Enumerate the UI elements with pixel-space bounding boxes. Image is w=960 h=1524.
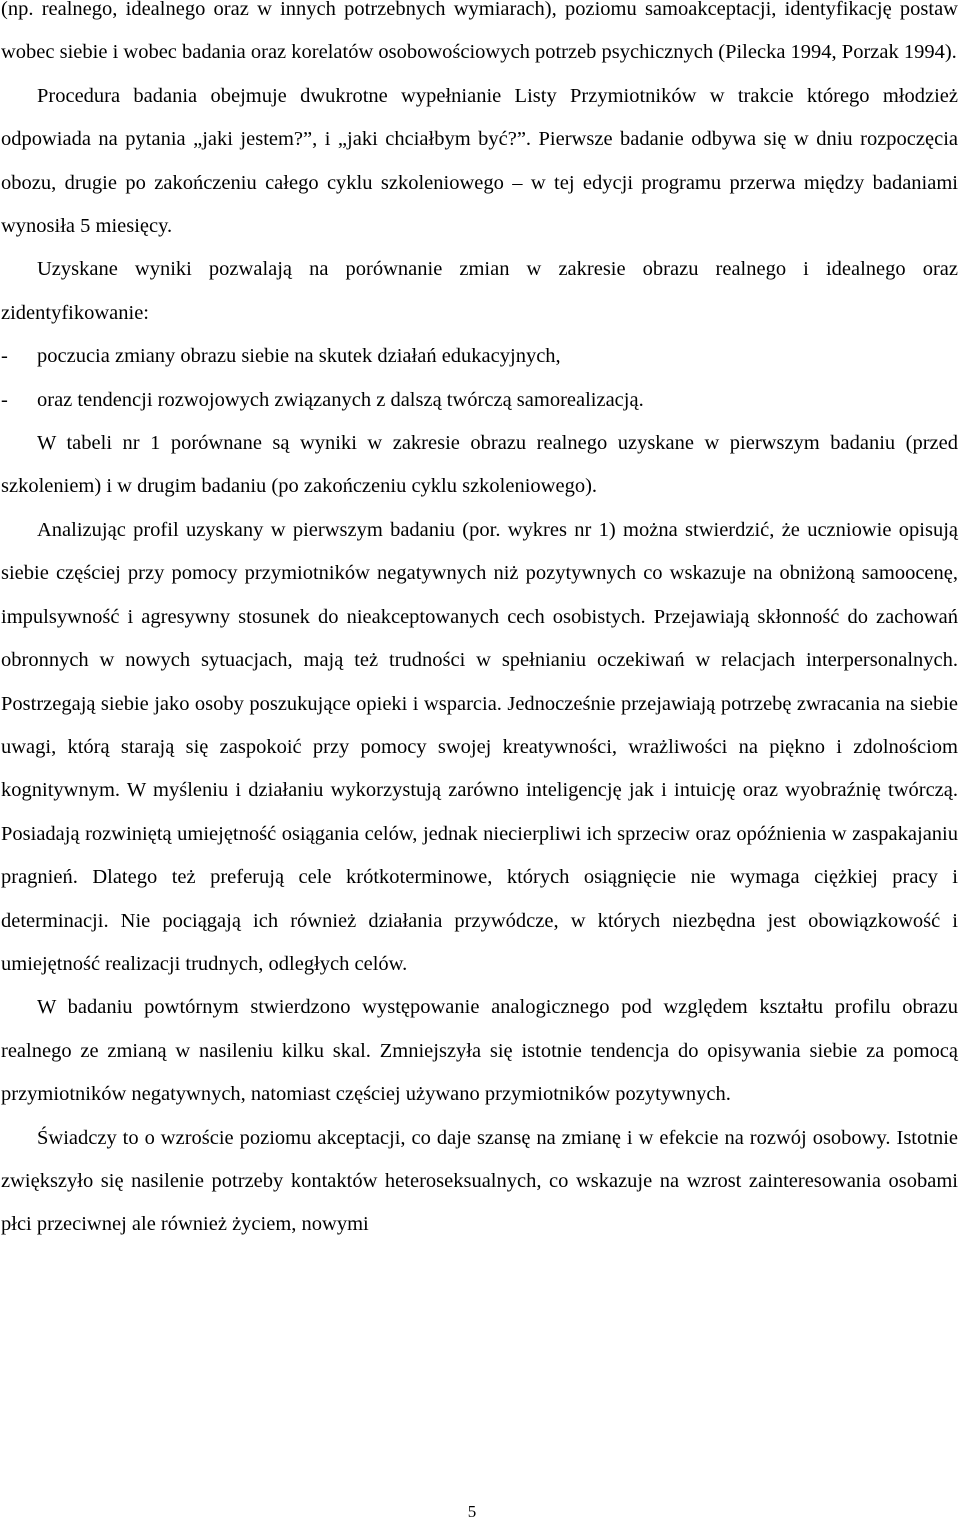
paragraph-procedure: Procedura badania obejmuje dwukrotne wypełnianie Listy Przymiotników w trakcie którego młodzież odpowiada na pytania „jaki jestem?”, i „jaki chciałbym być?”. Pierwsze badanie odbywa się w dniu rozpoczęcia obozu, drugie po zakończeniu całego cyklu szkoleniowego – w tej edycji programu przerwa między badaniami wynosiła 5 miesięcy. bbox=[1, 84, 958, 238]
identification-list bbox=[1, 335, 958, 422]
list-item bbox=[1, 379, 958, 422]
paragraph-acceptance-growth: Świadczy to o wzroście poziomu akceptacji, co daje szansę na zmianę i w efekcie na rozwój osobowy. Istotnie zwiększyło się nasilenie potrzeby kontaktów heteroseksualnych, co wskazuje na wzrost zainteresowania osobami płci przeciwnej ale również życiem, nowymi bbox=[1, 1126, 958, 1236]
list-dash: - bbox=[1, 345, 8, 368]
page-number: 5 bbox=[467, 1502, 477, 1521]
list-item-text: poczucia zmiany obrazu siebie na skutek działań edukacyjnych, bbox=[37, 345, 561, 368]
paragraph-first-profile-analysis: Analizując profil uzyskany w pierwszym badaniu (por. wykres nr 1) można stwierdzić, że uczniowie opisują siebie częściej przy pomocy przymiotników negatywnych niż pozytywnych co wskazuje na obniżoną samoocenę, impulsywność i agresywny stosunek do nieakceptowanych cech osobistych. Przejawiają skłonność do zachowań obronnych w nowych sytuacjach, mają też trudności w spełnianiu oczekiwań w relacjach interpersonalnych. Postrzegają siebie jako osoby poszukujące opieki i wsparcia. Jednocześnie przejawiają potrzebę zwracania na siebie uwagi, którą starają się zaspokoić przy pomocy swojej kreatywności, wrażliwości na piękno i zdolnościom kognitywnym. W myśleniu i działaniu wykorzystują zarówno inteligencję jak i intuicję oraz wyobraźnię twórczą. Posiadają rozwiniętą umiejętność osiągania celów, jednak niecierpliwi ich sprzeciw oraz opóźnienia w zaspakajaniu pragnień. Dlatego też preferują cele krótkoterminowe, których osiągnięcie nie wymaga ciężkiej pracy i determinacji. Nie pociągają ich również działania przywódcze, w których niezbędna jest obowiązkowość i umiejętność realizacji trudnych, odległych celów. bbox=[1, 518, 958, 975]
paragraph-results-intro: Uzyskane wyniki pozwalają na porównanie zmian w zakresie obrazu realnego i idealnego oraz zidentyfikowanie: bbox=[1, 258, 958, 324]
list-item bbox=[1, 335, 958, 378]
paragraph-continuation: (np. realnego, idealnego oraz w innych potrzebnych wymiarach), poziomu samoakceptacji, identyfikację postaw wobec siebie i wobec badania oraz korelatów osobowościowych potrzeb psychicznych (Pilecka 1994, Porzak 1994). bbox=[1, 0, 958, 64]
body-text bbox=[1, 0, 958, 1247]
paragraph-table-comparison: W tabeli nr 1 porównane są wyniki w zakresie obrazu realnego uzyskane w pierwszym badaniu (przed szkoleniem) i w drugim badaniu (po zakończeniu cyklu szkoleniowego). bbox=[1, 432, 958, 498]
list-item-text: oraz tendencji rozwojowych związanych z dalszą twórczą samorealizacją. bbox=[37, 388, 644, 411]
list-dash: - bbox=[1, 388, 8, 411]
paragraph-repeat-study: W badaniu powtórnym stwierdzono występowanie analogicznego pod względem kształtu profilu obrazu realnego ze zmianą w nasileniu kilku skal. Zmniejszyła się istotnie tendencja do opisywania siebie za pomocą przymiotników negatywnych, natomiast częściej używano przymiotników pozytywnych. bbox=[1, 996, 958, 1106]
